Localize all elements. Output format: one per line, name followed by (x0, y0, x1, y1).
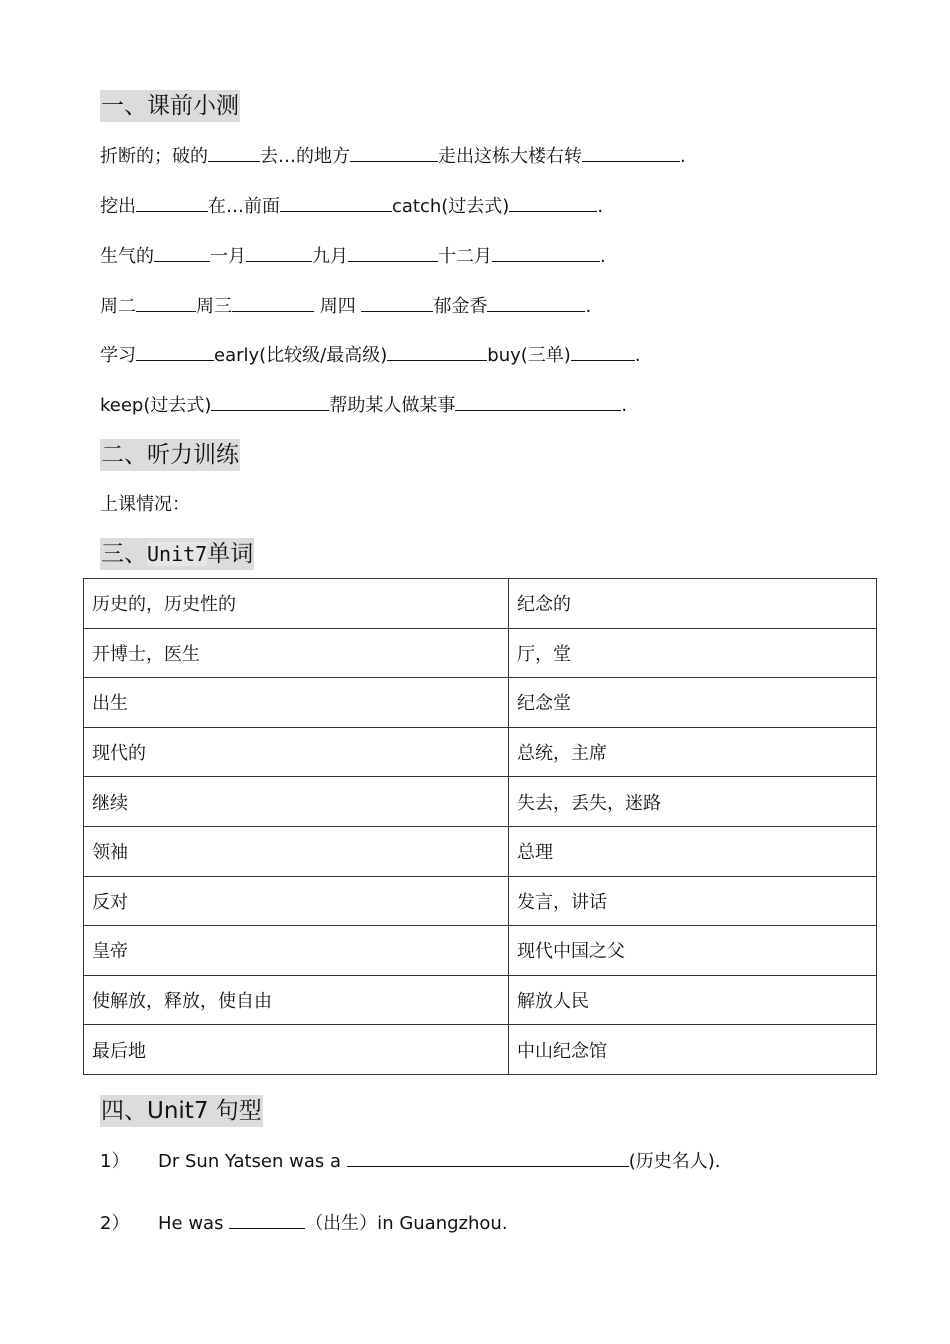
quiz-prompt-text: . (634, 345, 641, 366)
quiz-prompt-text: early(比较级/最高级) (214, 345, 388, 366)
quiz-prompt-text: 一月 (210, 246, 246, 267)
answer-blank[interactable] (361, 293, 433, 312)
vocab-cell-right: 发言，讲话 (509, 876, 877, 926)
vocab-cell-right: 现代中国之父 (509, 926, 877, 976)
vocab-cell-left: 开博士，医生 (84, 628, 509, 678)
table-row (84, 1025, 877, 1075)
sentence-text-before: Dr Sun Yatsen was a (158, 1151, 347, 1172)
sentence-text-before: He was (158, 1213, 230, 1234)
quiz-line (100, 193, 603, 220)
sentence-item (100, 1210, 508, 1237)
table-row (84, 826, 877, 876)
answer-blank[interactable] (280, 193, 392, 212)
answer-blank[interactable] (509, 193, 597, 212)
answer-blank[interactable] (348, 243, 438, 262)
vocab-cell-left: 皇帝 (84, 926, 509, 976)
answer-blank[interactable] (232, 293, 314, 312)
vocab-cell-right: 总理 (509, 826, 877, 876)
vocab-cell-right: 厅，堂 (509, 628, 877, 678)
quiz-prompt-text: . (597, 196, 604, 217)
quiz-prompt-text: . (585, 296, 592, 317)
answer-blank[interactable] (347, 1148, 629, 1167)
answer-blank[interactable] (154, 243, 210, 262)
sentence-item (100, 1148, 721, 1175)
quiz-prompt-text: 在…前面 (208, 196, 280, 217)
answer-blank[interactable] (136, 342, 214, 361)
vocab-cell-right: 纪念堂 (509, 678, 877, 728)
table-row (84, 579, 877, 629)
quiz-line (100, 143, 686, 170)
quiz-prompt-text: . (621, 395, 628, 416)
quiz-prompt-text: 郁金香 (433, 296, 488, 317)
quiz-prompt-text: 走出这栋大楼右转 (438, 146, 582, 167)
heading-unit-label: Unit7 (147, 542, 208, 566)
sentence-number: 1） (100, 1151, 130, 1172)
vocab-cell-left: 继续 (84, 777, 509, 827)
quiz-prompt-text: 九月 (312, 246, 348, 267)
quiz-prompt-text: . (680, 146, 686, 167)
quiz-prompt-text: catch(过去式) (392, 196, 510, 217)
quiz-line (100, 342, 641, 369)
vocab-cell-left: 最后地 (84, 1025, 509, 1075)
vocab-cell-right: 纪念的 (509, 579, 877, 629)
quiz-line (100, 243, 606, 270)
answer-blank[interactable] (229, 1210, 305, 1229)
heading-prefix: 三、 (101, 541, 147, 567)
section-heading-pre-class-quiz: 一、课前小测 (100, 90, 240, 122)
vocab-cell-left: 反对 (84, 876, 509, 926)
sentence-text-after: (历史名人). (628, 1151, 721, 1172)
quiz-prompt-text: 周三 (196, 296, 232, 317)
answer-blank[interactable] (246, 243, 312, 262)
table-row (84, 628, 877, 678)
heading-suffix: 单词 (207, 541, 254, 567)
vocab-cell-right: 失去，丢失，迷路 (509, 777, 877, 827)
quiz-prompt-text: 周四 (314, 296, 362, 317)
sentence-number: 2） (100, 1213, 130, 1234)
table-row (84, 777, 877, 827)
quiz-prompt-text: keep(过去式) (100, 395, 212, 416)
table-row (84, 678, 877, 728)
vocab-cell-left: 现代的 (84, 727, 509, 777)
vocab-cell-left: 领袖 (84, 826, 509, 876)
answer-blank[interactable] (487, 293, 585, 312)
section-heading-listening: 二、听力训练 (100, 439, 240, 471)
answer-blank[interactable] (571, 342, 635, 361)
answer-blank[interactable] (211, 392, 329, 411)
answer-blank[interactable] (387, 342, 487, 361)
vocab-cell-right: 解放人民 (509, 975, 877, 1025)
quiz-prompt-text: . (600, 246, 606, 267)
sentence-text-after: （出生）in Guangzhou. (305, 1213, 508, 1234)
vocab-cell-left: 历史的，历史性的 (84, 579, 509, 629)
answer-blank[interactable] (136, 293, 196, 312)
vocab-cell-right: 中山纪念馆 (509, 1025, 877, 1075)
class-situation-label: 上课情况： (100, 494, 190, 515)
table-row (84, 926, 877, 976)
section-heading-unit7-words (100, 538, 254, 570)
quiz-prompt-text: 折断的；破的 (100, 146, 208, 167)
answer-blank[interactable] (350, 143, 438, 162)
quiz-prompt-text: 帮助某人做某事 (329, 395, 456, 416)
table-row (84, 876, 877, 926)
quiz-line (100, 392, 627, 419)
answer-blank[interactable] (136, 193, 208, 212)
answer-blank[interactable] (492, 243, 600, 262)
quiz-line (100, 293, 591, 320)
quiz-prompt-text: 十二月 (438, 246, 492, 267)
quiz-prompt-text: 生气的 (100, 246, 154, 267)
table-row (84, 975, 877, 1025)
quiz-prompt-text: 学习 (100, 345, 136, 366)
vocab-cell-left: 出生 (84, 678, 509, 728)
vocab-cell-left: 使解放，释放，使自由 (84, 975, 509, 1025)
answer-blank[interactable] (455, 392, 621, 411)
answer-blank[interactable] (582, 143, 680, 162)
vocabulary-table (83, 578, 877, 1075)
section-heading-unit7-sentences: 四、Unit7 句型 (100, 1095, 263, 1127)
quiz-prompt-text: 周二 (100, 296, 136, 317)
vocab-cell-right: 总统，主席 (509, 727, 877, 777)
table-row (84, 727, 877, 777)
answer-blank[interactable] (208, 143, 260, 162)
quiz-prompt-text: 挖出 (100, 196, 136, 217)
quiz-prompt-text: buy(三单) (487, 345, 571, 366)
quiz-prompt-text: 去…的地方 (260, 146, 350, 167)
